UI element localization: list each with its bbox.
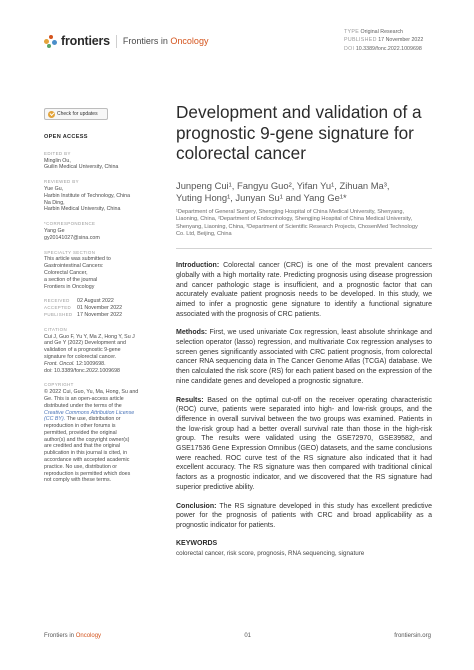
author-list: Junpeng Cui¹, Fangyu Guo², Yifan Yu¹, Zihuan Ma³, Yuting Hong¹, Junyan Su¹ and Yang Ge¹* xyxy=(176,179,390,204)
page-footer xyxy=(44,633,431,639)
article-sidebar xyxy=(44,128,156,492)
journal-header xyxy=(44,30,208,52)
cc-license-link[interactable]: Creative Commons Attribution License xyxy=(44,409,135,416)
affiliations: ¹Department of General Surgery, Shengjing Hospital of China Medical University, Shenyang, Liaoning, China, ²Department of Endocrinology, Shengjing Hospital of China Medical University, Shenyang, Liaoning, China, ³Department of Scientific Research Projects, ChosenMed Technology Co. Ltd, Beijing, China xyxy=(176,208,418,237)
frontiers-logo[interactable] xyxy=(44,34,110,48)
footer-journal: Frontiers in Oncology xyxy=(44,633,102,639)
header-divider xyxy=(116,35,117,48)
abstract-introduction: Introduction: Colorectal cancer (CRC) is one of the most prevalent cancers globally with a high mortality rate. Predicting prognosis using disease progression and cancer pathologic stage is insufficient, and a prognostic factor that can accurately evaluate patient prognosis needs to be developed. In this study, we aimed to infer a prognostic gene signature to identify a functional signature associated with the prognosis of CRC patients. xyxy=(176,262,432,318)
abstract-results: Results: Based on the optimal cut-off on the receiver operating characteristic (ROC) curve, patients were separated into high- and low-risk groups, and the difference in overall survival between the two groups was examined. Patients in the low-risk group had a better overall survival rate than those in the high-risk group. The results were validated using the GSE72970, GSE39582, and GSE17536 Gene Expression Omnibus (GEO) datasets, and the same conclusions were reached. ROC curve test of the RS signature also indicated that it had excellent accuracy. The RS signature was then compared with traditional clinical factors as a prognostic indicator, and we discovered that the RS signature had superior predictive ability. xyxy=(176,396,432,491)
logo-text: frontiers xyxy=(61,34,110,48)
cc-by-link[interactable]: (CC BY). xyxy=(44,416,66,423)
keywords-label: KEYWORDS xyxy=(176,539,218,547)
date-accepted: ACCEPTED 01 November 2022 xyxy=(44,305,123,312)
article-title: Development and validation of a prognostic 9-gene signature for colorectal cancer xyxy=(176,102,422,163)
dates-section xyxy=(44,298,156,318)
citation-doi-link[interactable]: doi: 10.3389/fonc.2022.1009698 xyxy=(44,367,120,374)
abstract xyxy=(176,261,432,531)
date-received: RECEIVED 02 August 2022 xyxy=(44,298,114,305)
check-icon xyxy=(48,111,55,118)
copyright-section: COPYRIGHT © 2022 Cui, Guo, Yu, Ma, Hong, Su and Ge. This is an open-access article distributed under the terms of the Creative Commons Attribution License (CC BY). The use, distribution or reproduction in other forums is permitted, provided the original author(s) and the copyright owner(s) are credited and that the original publication in this journal is cited, in accordance with accepted academic practice. No use, distribution or reproduction is permitted which does not comply with these terms. xyxy=(44,382,156,484)
journal-name[interactable]: Frontiers in Oncology xyxy=(122,36,209,46)
keywords: colorectal cancer, risk score, prognosis, RNA sequencing, signature xyxy=(176,549,365,557)
article-doi: DOI 10.3389/fonc.2022.1009698 xyxy=(344,45,422,52)
article-published: PUBLISHED 17 November 2022 xyxy=(344,37,424,44)
check-for-updates-label: Check for updates xyxy=(57,111,98,117)
reviewed-by-section: REVIEWED BY Yue Gu, Harbin Institute of Technology, China Na Ding, Harbin Medical University, China xyxy=(44,179,131,213)
correspondence-section: *CORRESPONDENCE Yang Ge gy20141027@sina.com xyxy=(44,221,156,241)
section-divider xyxy=(176,248,432,249)
check-for-updates-button[interactable] xyxy=(44,108,108,120)
correspondence-email[interactable]: gy20141027@sina.com xyxy=(44,234,100,241)
article-main xyxy=(176,102,432,557)
date-published: PUBLISHED 17 November 2022 xyxy=(44,311,123,318)
abstract-conclusion: Conclusion: The RS signature developed in this study has excellent predictive power for the prognosis of patients with CRC and broad applicability as a prognostic indicator for patients. xyxy=(176,502,432,529)
footer-site-link[interactable]: frontiersin.org xyxy=(394,633,431,639)
edited-by-section: EDITED BY Minglin Ou, Guilin Medical University, China xyxy=(44,150,119,171)
citation-section: CITATION Cui J, Guo F, Yu Y, Ma Z, Hong Y, Su J and Ge Y (2022) Development and validation of a prognostic 9-gene signature for colorectal cancer. Front. Oncol. 12:1009698. doi: 10.3389/fonc.2022.1009698 xyxy=(44,327,156,375)
article-meta xyxy=(344,28,423,53)
specialty-section: SPECIALTY SECTION This article was submitted to Gastrointestinal Cancers: Colorectal Cancer, a section of the journal Frontiers in Oncology xyxy=(44,249,111,290)
frontiers-logo-icon xyxy=(44,34,58,48)
page-number: 01 xyxy=(244,633,252,639)
open-access-label: OPEN ACCESS xyxy=(44,134,88,140)
article-type: TYPE Original Research xyxy=(344,29,403,35)
abstract-methods: Methods: First, we used univariate Cox regression, least absolute shrinkage and selection operator (lasso) regression, and multivariate Cox regression analyses to screen genes significantly associated with CRC patient prognosis, from colorectal cancer RNA sequencing data in The Cancer Genome Atlas (TCGA) database. We then calculated the risk score (RS) for each patient based on the expression of the nine candidate genes and developed a prognostic signature. xyxy=(176,329,432,385)
